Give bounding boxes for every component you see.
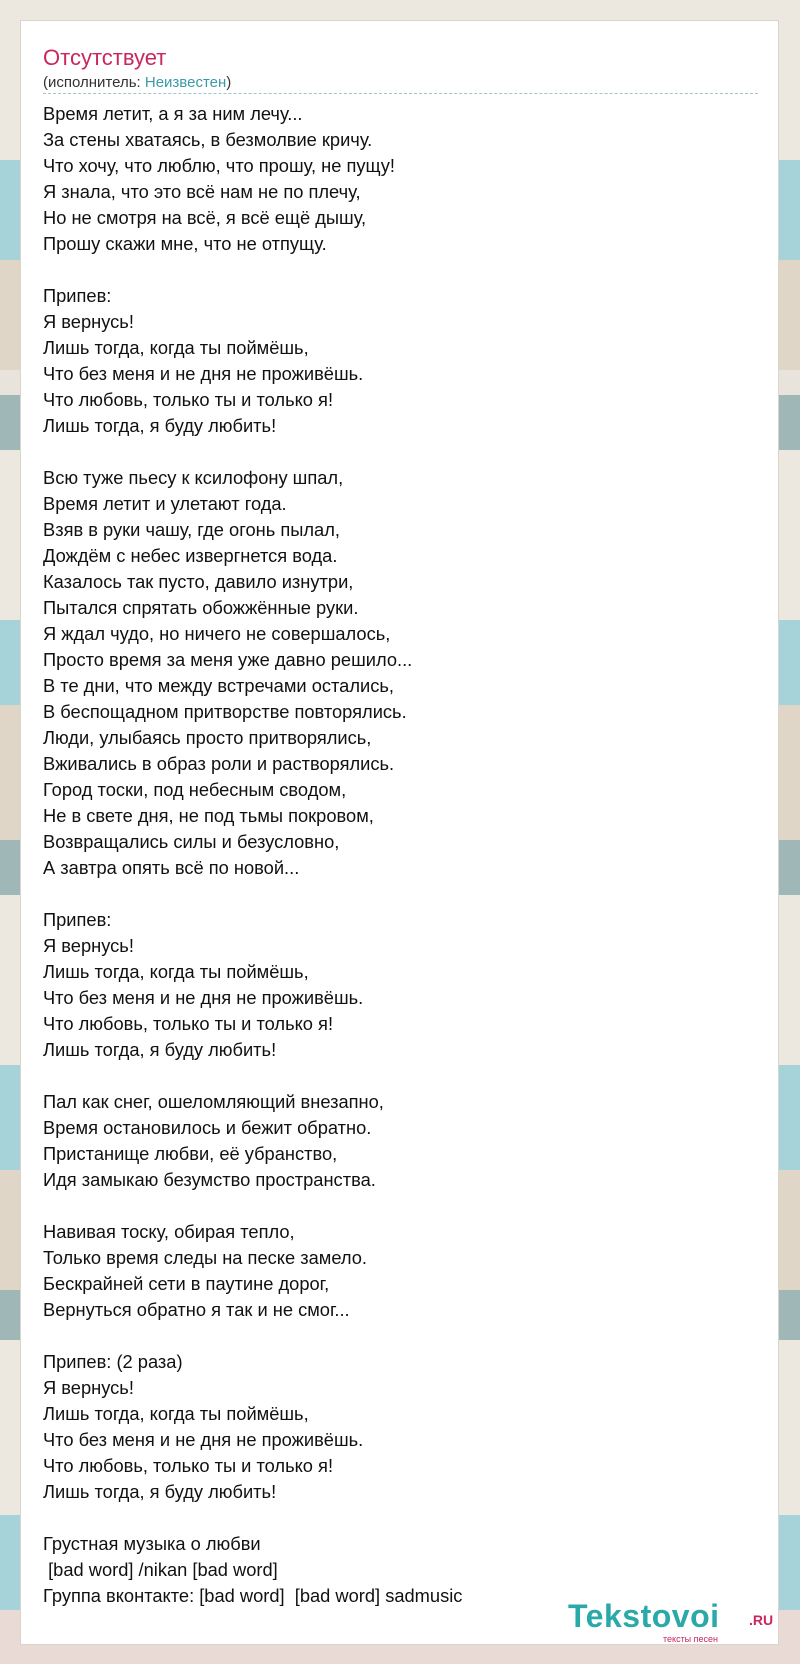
lyrics-line: Не в свете дня, не под тьмы покровом, — [43, 805, 374, 826]
lyrics-line: Я знала, что это всё нам не по плечу, — [43, 181, 361, 202]
lyrics-blank-line — [43, 1193, 758, 1219]
site-logo[interactable] — [568, 1598, 778, 1644]
lyrics-line: Бескрайней сети в паутине дорог, — [43, 1273, 330, 1294]
lyrics-line: Грустная музыка о любви — [43, 1533, 261, 1554]
lyrics-line: Время остановилось и бежит обратно. — [43, 1117, 372, 1138]
lyrics-line: Город тоски, под небесным сводом, — [43, 779, 347, 800]
lyrics-line: Дождём с небес извергнется вода. — [43, 545, 338, 566]
lyrics-line: Всю туже пьесу к ксилофону шпал, — [43, 467, 344, 488]
lyrics-line: Пытался спрятать обожжённые руки. — [43, 597, 359, 618]
lyrics-line: Прошу скажи мне, что не отпущу. — [43, 233, 327, 254]
lyrics-line: Возвращались силы и безусловно, — [43, 831, 340, 852]
lyrics-line: Группа вконтакте: [bad word] [bad word] sadmusic — [43, 1585, 463, 1606]
lyrics-line: Я вернусь! — [43, 935, 134, 956]
lyrics-line: Время летит, а я за ним лечу... — [43, 103, 303, 124]
lyrics-line: В те дни, что между встречами остались, — [43, 675, 394, 696]
lyrics-blank-line — [43, 1063, 758, 1089]
lyrics-line: Лишь тогда, я буду любить! — [43, 1481, 277, 1502]
lyrics-line: Просто время за меня уже давно решило... — [43, 649, 413, 670]
lyrics-line: Я вернусь! — [43, 311, 134, 332]
lyrics-line: Казалось так пусто, давило изнутри, — [43, 571, 354, 592]
lyrics-line: Только время следы на песке замело. — [43, 1247, 367, 1268]
artist-line — [43, 74, 231, 91]
lyrics-line: Что любовь, только ты и только я! — [43, 1455, 334, 1476]
lyrics-line: За стены хватаясь, в безмолвие кричу. — [43, 129, 373, 150]
lyrics-line: Что без меня и не дня не проживёшь. — [43, 1429, 364, 1450]
logo-wordmark: Tekstovoi — [568, 1598, 720, 1634]
lyrics-line: Пристанище любви, её убранство, — [43, 1143, 338, 1164]
artist-link[interactable]: Неизвестен — [144, 74, 227, 91]
lyrics-line: Я вернусь! — [43, 1377, 134, 1398]
lyrics-line: Время летит и улетают года. — [43, 493, 287, 514]
artist-prefix: (исполнитель: — [43, 74, 145, 91]
lyrics-line: Что без меня и не дня не проживёшь. — [43, 987, 364, 1008]
logo-tagline: тексты песен — [663, 1634, 719, 1644]
lyrics-line: Вживались в образ роли и растворялись. — [43, 753, 395, 774]
title-divider — [43, 93, 758, 94]
lyrics-line: Что хочу, что люблю, что прошу, не пущу! — [43, 155, 395, 176]
lyrics-blank-line — [43, 439, 758, 465]
lyrics-line: Люди, улыбаясь просто притворялись, — [43, 727, 372, 748]
lyrics-line: Вернуться обратно я так и не смог... — [43, 1299, 350, 1320]
lyrics-line: В беспощадном притворстве повторялись. — [43, 701, 407, 722]
lyrics-line: Припев: — [43, 285, 112, 306]
lyrics-line: Лишь тогда, когда ты поймёшь, — [43, 961, 309, 982]
lyrics-line: Лишь тогда, когда ты поймёшь, — [43, 1403, 309, 1424]
lyrics-blank-line — [43, 257, 758, 283]
lyrics-blank-line — [43, 881, 758, 907]
lyrics-line: Лишь тогда, я буду любить! — [43, 1039, 277, 1060]
lyrics-line: [bad word] /nikan [bad word] — [43, 1559, 278, 1580]
lyrics-line: Что без меня и не дня не проживёшь. — [43, 363, 364, 384]
lyrics-line: Что любовь, только ты и только я! — [43, 1013, 334, 1034]
lyrics-line: Взяв в руки чашу, где огонь пылал, — [43, 519, 340, 540]
lyrics-blank-line — [43, 1323, 758, 1349]
lyrics-blank-line — [43, 1505, 758, 1531]
artist-suffix: ) — [226, 74, 232, 91]
lyrics-card — [20, 20, 779, 1645]
logo-domain: .RU — [749, 1612, 774, 1628]
lyrics-line: Что любовь, только ты и только я! — [43, 389, 334, 410]
lyrics-line: Припев: (2 раза) — [43, 1351, 183, 1372]
song-title: Отсутствует — [43, 45, 167, 70]
lyrics-line: Пал как снег, ошеломляющий внезапно, — [43, 1091, 384, 1112]
lyrics-line: Но не смотря на всё, я всё ещё дышу, — [43, 207, 367, 228]
lyrics-line: Я ждал чудо, но ничего не совершалось, — [43, 623, 391, 644]
lyrics-line: Припев: — [43, 909, 112, 930]
lyrics-line: А завтра опять всё по новой... — [43, 857, 300, 878]
lyrics-line: Идя замыкаю безумство пространства. — [43, 1169, 376, 1190]
lyrics-line: Лишь тогда, я буду любить! — [43, 415, 277, 436]
lyrics-line: Лишь тогда, когда ты поймёшь, — [43, 337, 309, 358]
lyrics-line: Навивая тоску, обирая тепло, — [43, 1221, 295, 1242]
lyrics-text — [43, 101, 758, 1609]
